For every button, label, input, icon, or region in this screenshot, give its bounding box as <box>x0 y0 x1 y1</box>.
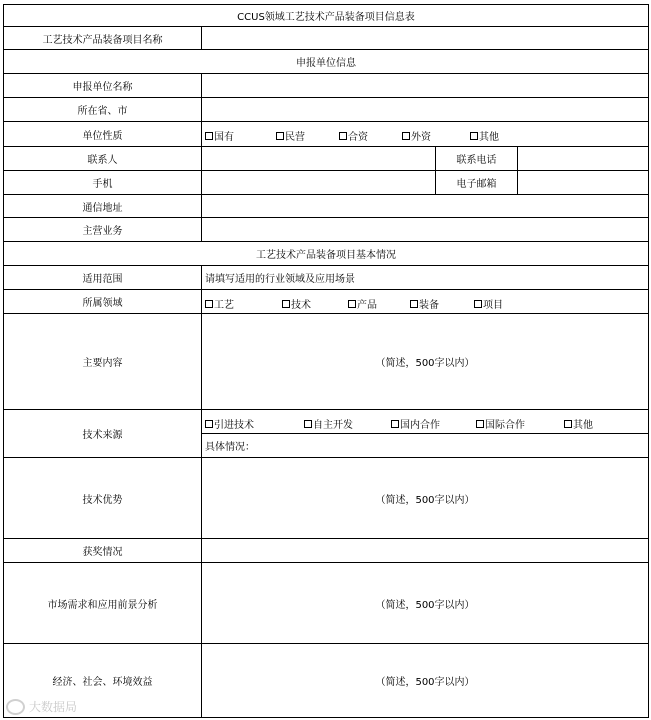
advantage-label: 技术优势 <box>82 494 123 506</box>
checkbox-icon[interactable] <box>474 300 482 308</box>
checkbox-icon[interactable] <box>276 132 284 140</box>
advantage-field[interactable]: （简述，500字以内） <box>375 494 475 506</box>
awards-label: 获奖情况 <box>82 547 123 558</box>
mobile-label: 手机 <box>92 179 113 190</box>
province-field[interactable] <box>202 98 648 121</box>
source-option-imported[interactable]: 引进技术 <box>205 416 254 431</box>
address-field[interactable] <box>202 195 648 217</box>
domain-label: 所属领域 <box>82 298 123 309</box>
phone-field[interactable] <box>518 147 648 170</box>
unit-nature-label: 单位性质 <box>82 130 123 142</box>
business-field[interactable] <box>202 218 648 241</box>
nature-option-jv[interactable]: 合资 <box>339 128 368 143</box>
nature-option-other[interactable]: 其他 <box>470 128 499 143</box>
contact-field[interactable] <box>202 147 435 170</box>
project-name-field[interactable] <box>202 27 648 49</box>
contact-label: 联系人 <box>87 155 118 166</box>
domain-option-tech[interactable]: 技术 <box>282 296 311 311</box>
content-field[interactable]: （简述，500字以内） <box>375 358 475 369</box>
domain-option-project[interactable]: 项目 <box>474 296 503 311</box>
nature-option-private[interactable]: 民营 <box>276 128 305 143</box>
benefit-label: 经济、社会、环境效益 <box>52 677 153 688</box>
checkbox-icon[interactable] <box>410 300 418 308</box>
checkbox-icon[interactable] <box>402 132 410 140</box>
nature-option-foreign[interactable]: 外资 <box>402 128 431 143</box>
awards-field[interactable] <box>202 539 648 562</box>
domain-option-equipment[interactable]: 装备 <box>410 296 439 311</box>
checkbox-icon[interactable] <box>205 300 213 308</box>
mobile-field[interactable] <box>202 171 435 194</box>
section-project-heading: 工艺技术产品装备项目基本情况 <box>256 250 396 261</box>
nature-option-state[interactable]: 国有 <box>205 128 234 143</box>
project-name-label: 工艺技术产品装备项目名称 <box>42 34 163 46</box>
unit-name-label: 申报单位名称 <box>72 82 133 93</box>
benefit-field[interactable]: （简述，500字以内） <box>375 677 475 688</box>
checkbox-icon[interactable] <box>205 420 213 428</box>
source-option-other[interactable]: 其他 <box>564 416 593 431</box>
email-field[interactable] <box>518 171 648 194</box>
checkbox-icon[interactable] <box>470 132 478 140</box>
scope-field[interactable]: 请填写适用的行业领域及应用场景 <box>205 274 355 285</box>
content-label: 主要内容 <box>82 358 123 369</box>
checkbox-icon[interactable] <box>348 300 356 308</box>
watermark-logo-icon <box>6 699 25 715</box>
market-field[interactable]: （简述，500字以内） <box>375 599 475 611</box>
section-unit-heading: 申报单位信息 <box>296 58 356 69</box>
checkbox-icon[interactable] <box>282 300 290 308</box>
form-title: CCUS领域工艺技术产品装备项目信息表 <box>237 12 415 23</box>
checkbox-icon[interactable] <box>476 420 484 428</box>
unit-name-field[interactable] <box>202 74 648 97</box>
business-label: 主营业务 <box>82 226 123 237</box>
checkbox-icon[interactable] <box>564 420 572 428</box>
watermark: 大数据局 <box>6 698 77 715</box>
domain-option-process[interactable]: 工艺 <box>205 296 234 311</box>
checkbox-icon[interactable] <box>391 420 399 428</box>
source-option-domestic[interactable]: 国内合作 <box>391 416 440 431</box>
source-label: 技术来源 <box>82 430 123 441</box>
source-option-independent[interactable]: 自主开发 <box>304 416 353 431</box>
scope-label: 适用范围 <box>82 274 123 285</box>
checkbox-icon[interactable] <box>304 420 312 428</box>
checkbox-icon[interactable] <box>205 132 213 140</box>
province-label: 所在省、市 <box>77 106 128 117</box>
source-detail-field[interactable]: 具体情况： <box>205 442 255 453</box>
domain-option-product[interactable]: 产品 <box>348 296 377 311</box>
source-option-international[interactable]: 国际合作 <box>476 416 525 431</box>
phone-label: 联系电话 <box>456 155 497 166</box>
address-label: 通信地址 <box>82 202 123 214</box>
market-label: 市场需求和应用前景分析 <box>47 599 158 611</box>
email-label: 电子邮箱 <box>456 179 497 190</box>
checkbox-icon[interactable] <box>339 132 347 140</box>
